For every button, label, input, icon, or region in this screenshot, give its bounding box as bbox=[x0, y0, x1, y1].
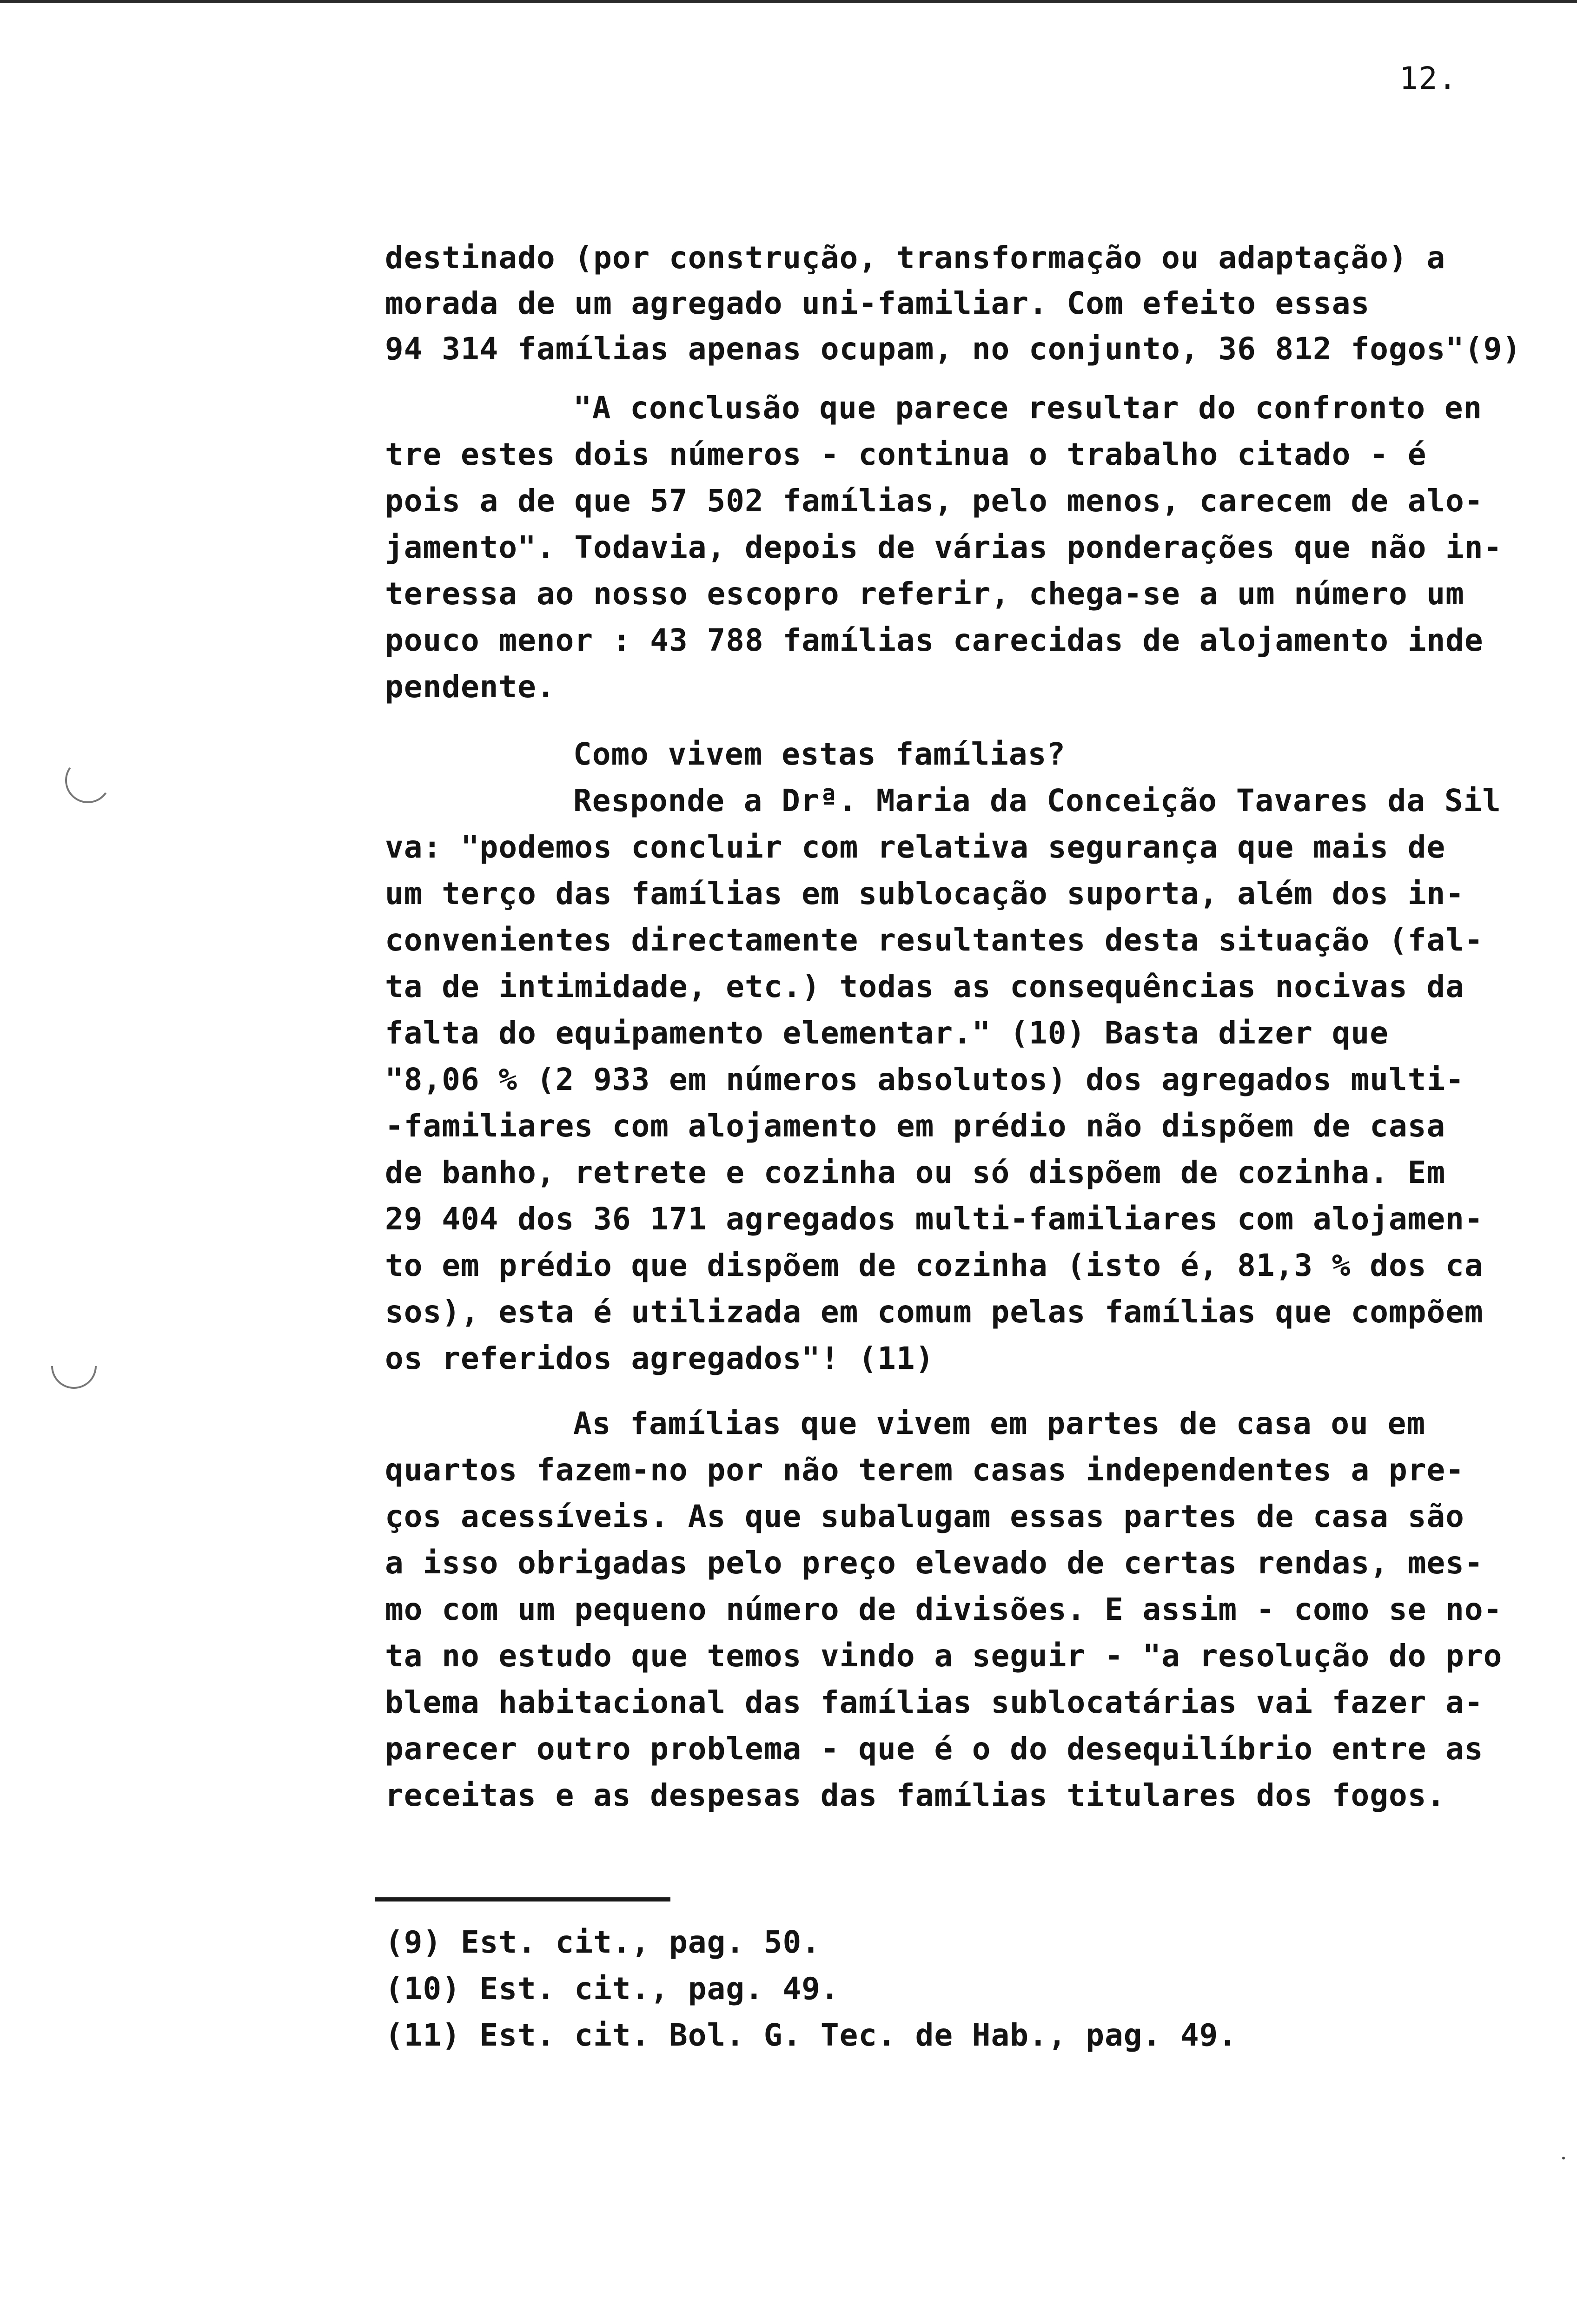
paragraph-start: As famílias que vivem em partes de casa ou em bbox=[573, 1406, 1426, 1441]
page-number: 12. bbox=[1399, 60, 1458, 96]
text-line: ta no estudo que temos vindo a seguir - "a resolução do pro bbox=[385, 1638, 1503, 1674]
punch-hole-mark-upper bbox=[61, 754, 114, 807]
text-line: to em prédio que dispõem de cozinha (isto é, 81,3 % dos ca bbox=[385, 1248, 1484, 1283]
text-line: 29 404 dos 36 171 agregados multi-familiares com alojamen- bbox=[385, 1201, 1484, 1237]
text-line: 94 314 famílias apenas ocupam, no conjunto, 36 812 fogos"(9) bbox=[385, 331, 1522, 367]
text-line: va: "podemos concluir com relativa segurança que mais de bbox=[385, 829, 1446, 865]
footnote-separator bbox=[375, 1897, 670, 1901]
text-line: os referidos agregados"! (11) bbox=[385, 1340, 934, 1376]
text-line: um terço das famílias em sublocação suporta, além dos in- bbox=[385, 876, 1464, 911]
text-line: pouco menor : 43 788 famílias carecidas de alojamento inde bbox=[385, 622, 1484, 658]
text-line: mo com um pequeno número de divisões. E assim - como se no- bbox=[385, 1591, 1503, 1627]
text-line: pois a de que 57 502 famílias, pelo menos, carecem de alo- bbox=[385, 483, 1484, 519]
text-line: falta do equipamento elementar." (10) Basta dizer que bbox=[385, 1015, 1389, 1051]
paragraph-start: Responde a Drª. Maria da Conceição Tavares da Sil bbox=[573, 783, 1502, 819]
text-line: jamento". Todavia, depois de várias ponderações que não in- bbox=[385, 529, 1503, 565]
text-line: de banho, retrete e cozinha ou só dispõem de cozinha. Em bbox=[385, 1155, 1446, 1190]
text-line: quartos fazem-no por não terem casas independentes a pre- bbox=[385, 1452, 1464, 1488]
text-line: -familiares com alojamento em prédio não dispõem de casa bbox=[385, 1108, 1446, 1144]
text-line: ta de intimidade, etc.) todas as consequências nocivas da bbox=[385, 969, 1464, 1004]
text-line: destinado (por construção, transformação ou adaptação) a bbox=[385, 240, 1446, 276]
text-line: ços acessíveis. As que subalugam essas partes de casa são bbox=[385, 1499, 1464, 1534]
text-line: convenientes directamente resultantes desta situação (fal- bbox=[385, 922, 1484, 958]
text-line: "8,06 % (2 933 em números absolutos) dos agregados multi- bbox=[385, 1062, 1464, 1097]
margin-speck bbox=[1562, 2157, 1565, 2159]
text-line: pendente. bbox=[385, 669, 556, 705]
punch-hole-mark-lower bbox=[42, 1334, 106, 1399]
footnote-9: (9) Est. cit., pag. 50. bbox=[385, 1924, 821, 1960]
footnote-10: (10) Est. cit., pag. 49. bbox=[385, 1971, 840, 2007]
text-line: a isso obrigadas pelo preço elevado de certas rendas, mes- bbox=[385, 1545, 1484, 1581]
text-line: tre estes dois números - continua o trabalho citado - é bbox=[385, 436, 1427, 472]
text-line: morada de um agregado uni-familiar. Com efeito essas bbox=[385, 285, 1370, 321]
section-question: Como vivem estas famílias? bbox=[573, 736, 1066, 772]
quote-paragraph-start: "A conclusão que parece resultar do confronto en bbox=[573, 390, 1483, 426]
text-line: parecer outro problema - que é o do desequilíbrio entre as bbox=[385, 1731, 1484, 1767]
text-line: teressa ao nosso escopro referir, chega-se a um número um bbox=[385, 576, 1464, 612]
text-line: sos), esta é utilizada em comum pelas famílias que compõem bbox=[385, 1294, 1484, 1330]
text-line: receitas e as despesas das famílias titulares dos fogos. bbox=[385, 1777, 1446, 1813]
text-line: blema habitacional das famílias sublocatárias vai fazer a- bbox=[385, 1684, 1484, 1720]
top-edge-rule bbox=[0, 0, 1577, 3]
footnote-11: (11) Est. cit. Bol. G. Tec. de Hab., pag. 49. bbox=[385, 2017, 1238, 2053]
